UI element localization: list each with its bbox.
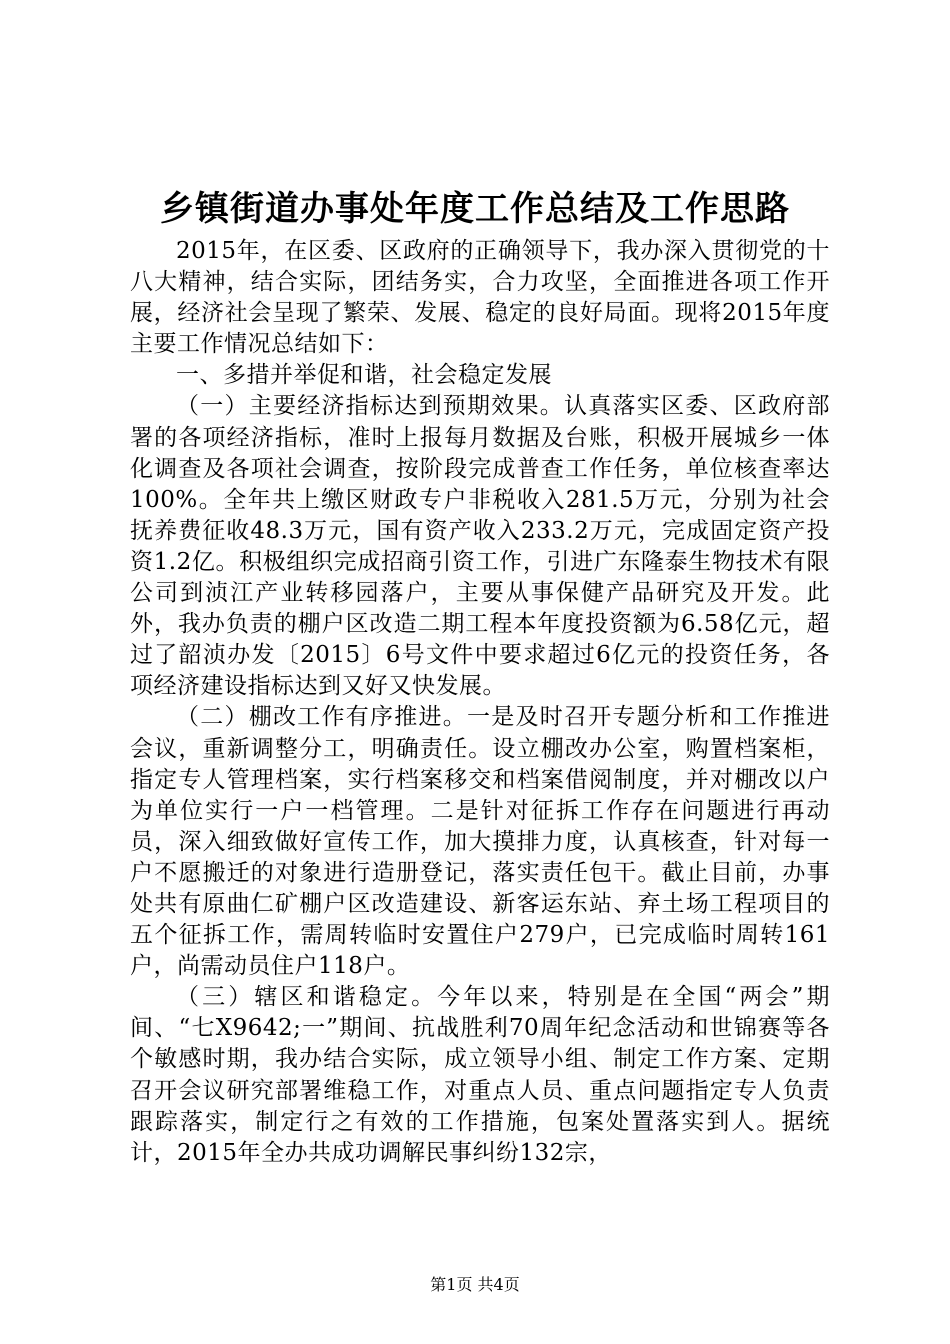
page-footer: 第1页 共4页 — [430, 1275, 520, 1294]
document-body — [130, 236, 830, 1169]
section-heading: 一、多措并举促和谐，社会稳定发展 — [176, 362, 552, 389]
paragraph-shantytown: （二）棚改工作有序推进。一是及时召开专题分析和工作推进会议，重新调整分工，明确责任。设立棚改办公室，购置档案柜，指定专人管理档案，实行档案移交和档案借阅制度，并对棚改以户为单位实行一户一档管理。二是针对征拆工作存在问题进行再动员，深入细致做好宣传工作，加大摸排力度，认真核查，针对每一户不愿搬迁的对象进行造册登记，落实责任包干。截止目前，办事处共有原曲仁矿棚户区改造建设、新客运东站、弃土场工程项目的五个征拆工作，需周转临时安置住户279户，已完成临时周转161户，尚需动员住户118户。 — [130, 704, 830, 980]
document-title: 乡镇街道办事处年度工作总结及工作思路 — [160, 189, 790, 229]
paragraph-economy: （一）主要经济指标达到预期效果。认真落实区委、区政府部署的各项经济指标，准时上报每月数据及台账，积极开展城乡一体化调查及各项社会调查，按阶段完成普查工作任务，单位核查率达100%。全年共上缴区财政专户非税收入281.5万元，分别为社会抚养费征收48.3万元，国有资产收入233.2万元，完成固定资产投资1.2亿。积极组织完成招商引资工作，引进广东隆泰生物技术有限公司到浈江产业转移园落户，主要从事保健产品研究及开发。此外，我办负责的棚户区改造二期工程本年度投资额为6.58亿元，超过了韶浈办发〔2015〕6号文件中要求超过6亿元的投资任务，各项经济建设指标达到又好又快发展。 — [130, 393, 830, 700]
paragraph-stability: （三）辖区和谐稳定。今年以来，特别是在全国“两会”期间、“七X9642;一”期间、抗战胜利70周年纪念活动和世锦赛等各个敏感时期，我办结合实际，成立领导小组、制定工作方案、定期召开会议研究部署维稳工作，对重点人员、重点问题指定专人负责跟踪落实，制定行之有效的工作措施，包案处置落实到人。据统计，2015年全办共成功调解民事纠纷132宗， — [130, 984, 830, 1166]
paragraph-intro: 2015年，在区委、区政府的正确领导下，我办深入贯彻党的十八大精神，结合实际，团结务实，合力攻坚，全面推进各项工作开展，经济社会呈现了繁荣、发展、稳定的良好局面。现将2015年度主要工作情况总结如下： — [130, 238, 830, 358]
